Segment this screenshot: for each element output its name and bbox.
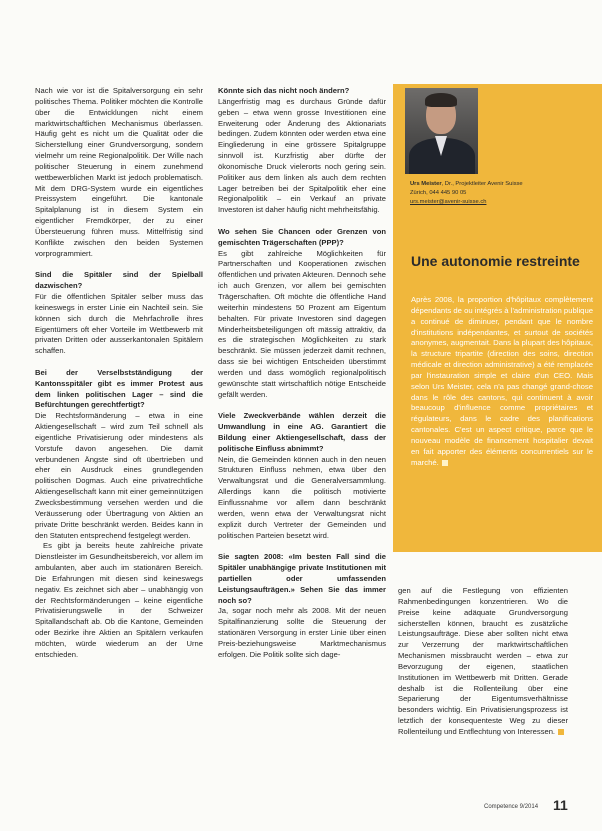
- author-name: Urs Meister: [410, 181, 442, 187]
- paragraph: Es gibt zahlreiche Möglichkeiten für Partnerschaften und Kooperationen zwischen öffentlichen und privaten Akteuren. Dennoch sehe ich auch Grenzen, vor allem bei gemischten Trägerschaften. Oft möchte die öffentliche Hand weiterhin mindestens 50 Prozent am Eigentum behalten. Für private Investoren sind dagegen Minderheitsbeteiligungen oft mässig attraktiv, da es die strategischen Möglichkeiten zu stark beschränkt. Sie müssen jederzeit damit rechnen, dass sie bei wichtigen Entscheiden überstimmt werden und dass womöglich regionalpolitisch gewünschte statt wirtschaftlich nötige Entscheide gefällt werden.: [218, 248, 386, 399]
- paragraph: Nach wie vor ist die Spitalversorgung ein sehr politisches Thema. Politiker möchten die Kontrolle über die Entwicklungen nicht einem marktwirtschaftlichen Mechanismus überlassen. Häufig geht es nicht um die Qualität oder die Sicherstellung einer Grundversorgung, sondern vielmehr um reine Regionalpolitik. Der Wille nach politischer Steuerung in einem zunehmend wettbewerblichen Markt ist jedoch problematisch. Mit dem DRG-System wurde ein eigentliches Preissystem eingeführt. Die kantonale Spitalplanung ist in diesem System ein eigentlicher Fremdkörper, der zu einer Übersteuerung führen muss. Mittelfristig sind Konflikte zwischen den beiden Systemen vorprogrammiert.: [35, 86, 203, 258]
- author-title: , Dr., Projektleiter Avenir Suisse: [441, 181, 523, 187]
- author-bio: [410, 180, 590, 207]
- sidebar-body: [411, 295, 593, 469]
- article-column-1: [35, 86, 203, 661]
- paragraph: Für die öffentlichen Spitäler selber muss das keineswegs in erster Linie ein Nachteil sein. Sie können sich durch die Mehrfachrolle ihres Eigentümers oft eher Vorteile im Wettbewerb mit privaten Dritten oder ausserkantonalen Spitälern schaffen.: [35, 291, 203, 356]
- paragraph: Ja, sogar noch mehr als 2008. Mit der neuen Spitalfinanzierung sollte die Steuerung der stationären Versorgung in erster Linie über einen Preis-beziehungsweise Marktmechanismus erfolgen. Die Politik sollte sich dage-: [218, 606, 386, 659]
- question-heading: Sind die Spitäler sind der Spielball dazwischen?: [35, 270, 203, 291]
- end-mark-icon: [558, 729, 564, 735]
- question-heading: Viele Zweckverbände wählen derzeit die Umwandlung in eine AG. Garantiert die Bildung einer Aktiengesellschaft, dass der politische Einfluss abnimmt?: [218, 411, 386, 453]
- sidebar-body-text: Après 2008, la proportion d'hôpitaux complètement dépendants de ou intégrés à l'administration publique a continué de diminuer, pendant que le nombre d'institutions indépendantes, et surtout de sociétés anonymes, augmentait. Dans la plupart des hôpitaux, la structure tripartite (direction des soins, direction médicale et direction administrative) a été remplacée par l'instauration simple et claire d'un CEO. Mais selon Urs Meister, cela n'a pas changé grand-chose dans le rôle des cantons, qui continuent à avoir beaucoup d'influence comme propriétaires et régulateurs, dans le cadre des planifications cantonales. C'est un aspect critique, parce que le nouveau modèle de financement hospitalier devait en fait apporter des éléments concurrentiels sur le marché.: [411, 295, 593, 467]
- paragraph: Es gibt ja bereits heute zahlreiche private Dienstleister im Gesundheitsbereich, vor allem im ambulanten, aber auch im stationären Bereich. Die Erfahrungen mit diesen sind keineswegs negativ. Es zeichnet sich aber – unabhängig von der Rechtsformänderungen – keine eigentliche Privatisierungswelle in der Schweizer Spitallandschaft ab. Ob die Kantone, Gemeinden oder Bezirke ihre Aktien an Spitälern verkaufen möchten, würde wiederum an der Urne entschieden.: [35, 541, 203, 659]
- end-mark-icon: [442, 460, 448, 466]
- footer-publication: Competence 9/2014: [484, 804, 539, 810]
- page-number: 11: [553, 797, 568, 813]
- question-heading: Könnte sich das nicht noch ändern?: [218, 86, 350, 95]
- paragraph: [398, 586, 568, 738]
- article-column-2: [218, 86, 386, 661]
- author-phone: Zürich, 044 445 90 05: [410, 190, 467, 196]
- paragraph: Längerfristig mag es durchaus Gründe dafür geben – etwa wenn grosse Investitionen eine Erweiterung oder Änderung des Aktionariats bedingen. Zudem könnten oder werden etwa eine Eingliederung in eine grössere Spitalgruppe sinnvoll ist. Kurzfristig aber dürfte der ökonomische Druck vielerorts noch gering sein. Politiker aus dem linken als auch dem rechten Lager betreiben bei der Spitalpolitik eher eine Regionalpolitik – ein Verkauf an private Investoren ist daher häufig nicht mehrheitsfähig.: [218, 96, 386, 215]
- author-email-link[interactable]: urs.meister@avenir-suisse.ch: [410, 199, 487, 205]
- question-heading: Sie sagten 2008: «Im besten Fall sind die Spitäler unabhängige private Institutionen mit partiellen oder umfassenden Leistungsaufträgen.» Sehen Sie das immer noch so?: [218, 552, 386, 605]
- article-column-3: [398, 586, 568, 738]
- question-heading: Bei der Verselbstständigung der Kantonsspitäler gibt es immer Protest aus dem linken politischen Lager – sind die Befürchtungen gerechtfertigt?: [35, 367, 203, 410]
- paragraph: Nein, die Gemeinden können auch in den neuen Strukturen Einfluss nehmen, etwa über den Verwaltungsrat und die Generalversammlung. Allerdings kann die politisch motivierte Einflussnahme vor allem dann beschränkt werden, wenn etwa der Verwaltungsrat nicht explizit durch Vertreter der Gemeinden und politischen Parteien besetzt wird.: [218, 454, 386, 540]
- paragraph-text: gen auf die Festlegung von effizienten Rahmenbedingungen konzentrieren. Wo die Preise keine adäquate Grundversorgung sicherstellen können, braucht es zusätzliche Leistungsaufträge. Diese aber sollten nicht etwa zur Verzerrung der marktwirtschaftlichen Mechanismen missbraucht werden – etwa zur Bevorzugung der eigenen, staatlichen Institutionen im Wettbewerb mit Dritten. Gerade deshalb ist die Rollenteilung über eine Separierung der Eigentumsverhältnisse besonders wichtig. Ein Privatisierungsprozess ist letztlich der konsequenteste Weg zu dieser Rollenteilung und Entflechtung von Interessen.: [398, 586, 568, 736]
- paragraph: Die Rechtsformänderung – etwa in eine Aktiengesellschaft – wird zum Teil schnell als eigentliche Privatisierung oder mindestens als Vorstufe davon angesehen. Die damit verbundenen Ängste sind oft übertrieben und eher ein Ausdruck eines grundlegenden politischen Dogmas. Auch eine privatrechtliche Aktiengesellschaft kann mit einer gemeinnützigen Zwecksbestimmung versehen werden und die Veräusserung oder Übertragung von Aktien an private Dritte beschränkt werden. Beides kann in den Statuten entsprechend festgelegt werden.: [35, 411, 203, 540]
- question-heading: Wo sehen Sie Chancen oder Grenzen von gemischten Trägerschaften (PPP)?: [218, 226, 386, 247]
- portrait-photo: [405, 88, 478, 174]
- sidebar-title: Une autonomie restreinte: [411, 253, 580, 269]
